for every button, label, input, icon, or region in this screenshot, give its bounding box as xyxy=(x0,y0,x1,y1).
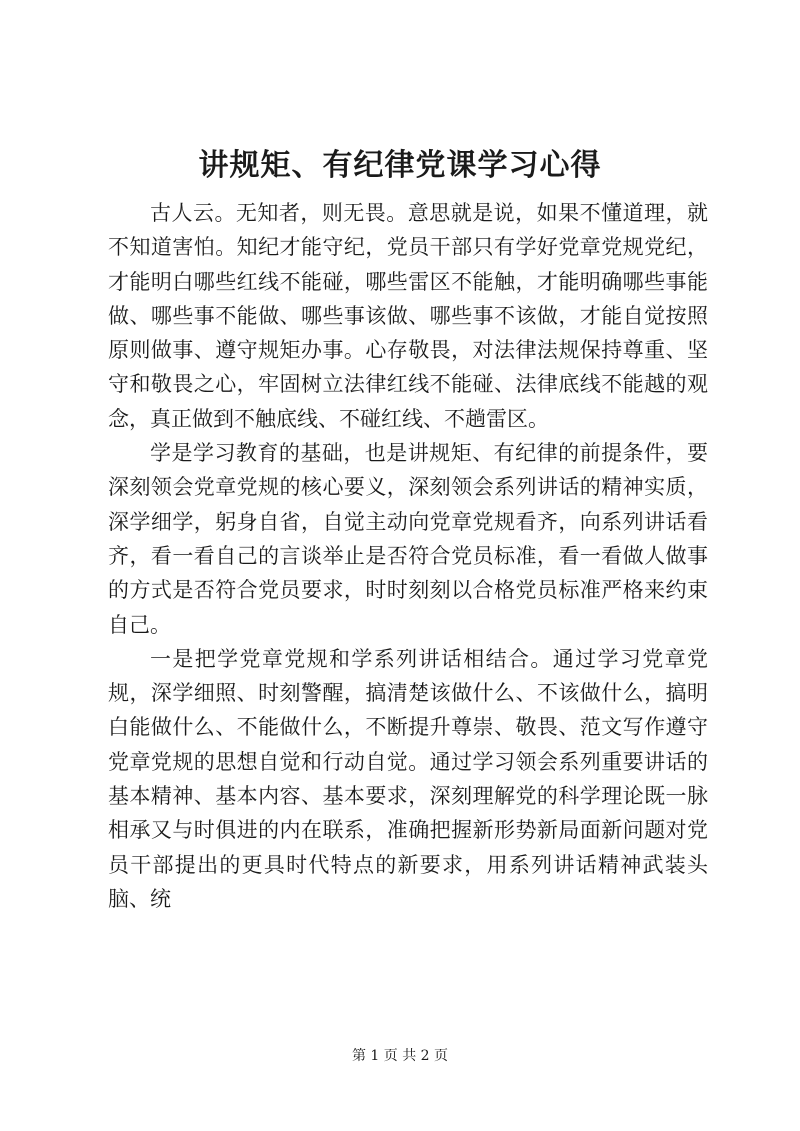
document-title: 讲规矩、有纪律党课学习心得 xyxy=(198,148,602,183)
paragraph-1: 古人云。无知者，则无畏。意思就是说，如果不懂道理，就不知道害怕。知纪才能守纪，党员干部只有学好党章党规党纪，才能明白哪些红线不能碰，哪些雷区不能触，才能明确哪些事能做、哪些事不能做、哪些事该做、哪些事不该做，才能自觉按照原则做事、遵守规矩办事。心存敬畏，对法律法规保持尊重、坚守和敬畏之心，牢固树立法律红线不能碰、法律底线不能越的观念，真正做到不触底线、不碰红线、不趟雷区。 xyxy=(108,201,708,431)
paragraph-3: 一是把学党章党规和学系列讲话相结合。通过学习党章党规，深学细照、时刻警醒，搞清楚该做什么、不该做什么，搞明白能做什么、不能做什么，不断提升尊崇、敬畏、范文写作遵守党章党规的思想自觉和行动自觉。通过学习领会系列重要讲话的基本精神、基本内容、基本要求，深刻理解党的科学理论既一脉相承又与时俱进的内在联系，准确把握新形势新局面新问题对党员干部提出的更具时代特点的新要求，用系列讲话精神武装头脑、统 xyxy=(108,646,708,911)
paragraph-2: 学是学习教育的基础，也是讲规矩、有纪律的前提条件，要深刻领会党章党规的核心要义，深刻领会系列讲话的精神实质，深学细学，躬身自省，自觉主动向党章党规看齐，向系列讲话看齐，看一看自己的言谈举止是否符合党员标准，看一看做人做事的方式是否符合党员要求，时时刻刻以合格党员标准严格来约束自己。 xyxy=(108,441,708,637)
document-body xyxy=(108,196,708,916)
page-number-footer: 第 1 页 共 2 页 xyxy=(351,1048,449,1064)
